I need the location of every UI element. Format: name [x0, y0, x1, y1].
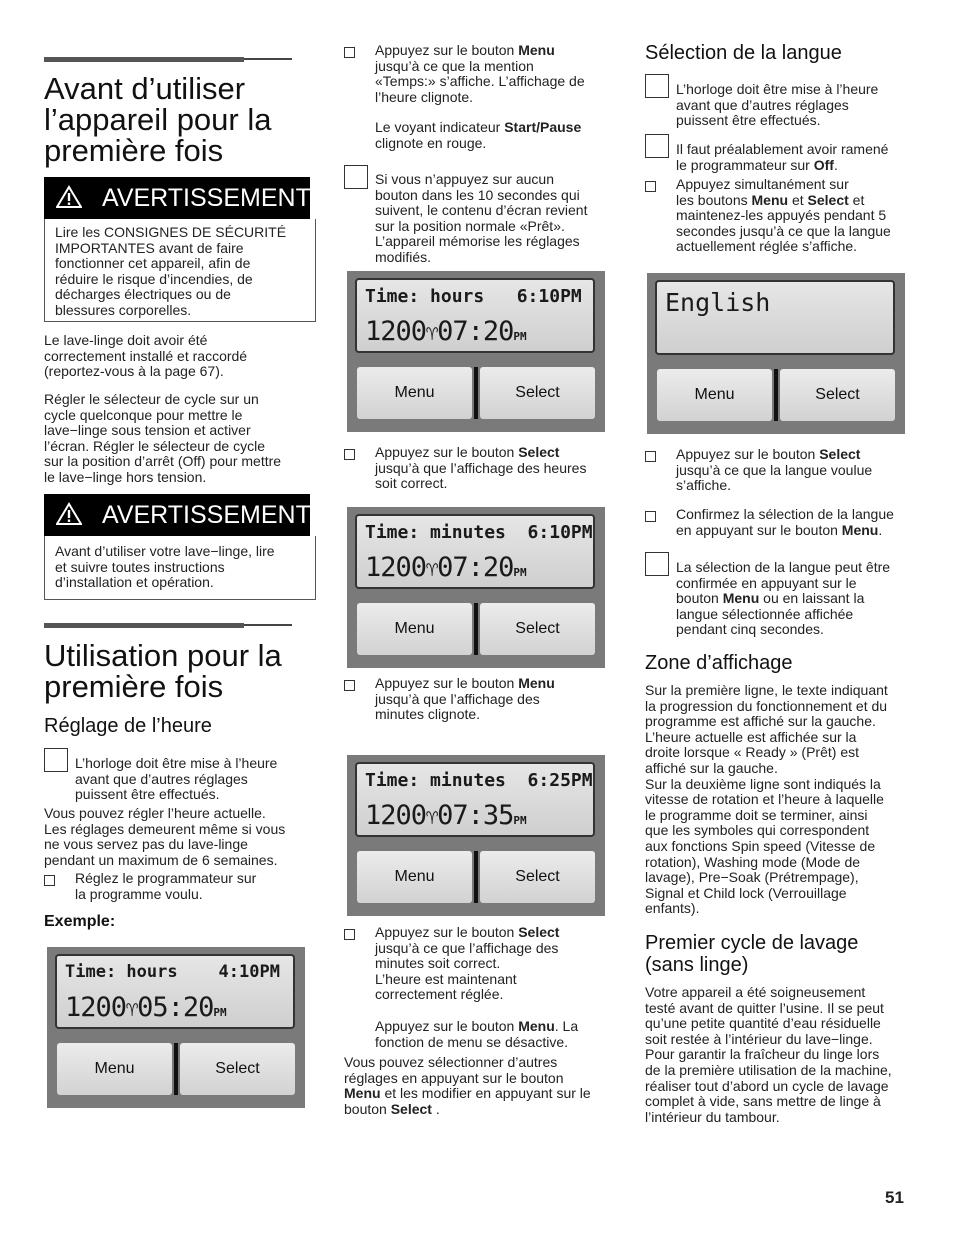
- checkbox-bullet-icon: [645, 511, 656, 522]
- lcd-line-1: Time: hours 4:10PM: [65, 962, 280, 982]
- warning-header: [44, 177, 310, 219]
- note-off: [676, 142, 888, 173]
- text-line: maintenez‑les appuyés pendant 5: [676, 207, 887, 224]
- warning-text: IMPORTANTES avant de faire: [55, 239, 244, 256]
- text-run: bouton: [676, 590, 723, 607]
- text-line: (reportez‑vous à la page 67).: [44, 363, 224, 380]
- menu-button[interactable]: Menu: [357, 603, 472, 655]
- text-line: testé avant de quitter l’usine. Il se peut: [645, 999, 884, 1016]
- button-separator: [474, 851, 478, 903]
- lcd-screen: [655, 280, 895, 355]
- lcd-speed: 1200: [365, 552, 427, 583]
- text-line: L’horloge doit être mise à l’heure: [676, 81, 879, 97]
- text-line: L’heure actuelle est affichée sur la: [645, 728, 857, 745]
- checkbox-bullet-icon: [344, 929, 355, 940]
- warning-box-2: [44, 536, 316, 600]
- text-line: Sur la deuxième ligne sont indiqués la: [645, 775, 881, 792]
- checkbox-bullet-icon: [344, 680, 355, 691]
- text-line: Votre appareil a été soigneusement: [645, 984, 866, 1000]
- note-timeout: [375, 172, 587, 266]
- title-utilisation: [44, 640, 282, 702]
- lcd-speed: 1200: [365, 316, 427, 347]
- warning-icon: [56, 185, 82, 209]
- text-line: modifiés.: [375, 248, 432, 265]
- text-line: avant que d’autres réglages: [676, 96, 849, 113]
- lcd-screen: [355, 278, 595, 353]
- button-separator: [474, 367, 478, 419]
- text-line: ne vous servez pas du lave‑linge: [44, 836, 248, 853]
- text-line: enfants).: [645, 900, 700, 917]
- text-line: [344, 1086, 591, 1102]
- warning-text: décharges électriques ou de: [55, 286, 231, 303]
- lcd-speed: 1200: [65, 992, 127, 1023]
- text-line: [375, 120, 581, 136]
- title-line: première fois: [44, 133, 224, 168]
- example-label: Exemple:: [44, 913, 116, 930]
- text-line: l’intérieur du tambour.: [645, 1108, 780, 1125]
- select-button[interactable]: Select: [480, 603, 595, 655]
- text-run: et: [788, 191, 808, 208]
- warning-text: fonctionner cet appareil, afin de: [55, 255, 251, 272]
- warning-text: d’installation et opération.: [55, 574, 214, 591]
- text-run: et les modifier en appuyant sur le: [380, 1085, 591, 1102]
- text-run-bold: Off: [813, 156, 834, 173]
- section-rule-thick: [44, 57, 244, 62]
- button-separator: [774, 369, 778, 421]
- text-line: La sélection de la langue peut être: [676, 559, 891, 575]
- paragraph-regler: [44, 806, 285, 868]
- text-run: Le voyant indicateur: [375, 119, 505, 135]
- text-line: que les symboles qui correspondent: [645, 822, 870, 839]
- note-icon: [44, 748, 68, 772]
- title-line: première fois: [44, 669, 224, 704]
- lcd-time: 07:20: [437, 316, 514, 347]
- checkbox-bullet-icon: [645, 181, 656, 192]
- warning-box: [44, 219, 316, 322]
- indicator-text: [375, 120, 581, 151]
- display-panel-hours: [347, 271, 605, 432]
- text-line: l’heure clignote.: [375, 88, 474, 105]
- text-line: le programme doit se terminer, ainsi: [645, 806, 868, 823]
- warning-label: AVERTISSEMENT: [102, 501, 311, 529]
- text-line: jusqu’à ce que la mention: [375, 57, 534, 74]
- select-button[interactable]: Select: [180, 1043, 295, 1095]
- text-line: Réglez le programmateur sur: [75, 870, 257, 886]
- lcd-pm: PM: [213, 1006, 227, 1019]
- text-line: Il faut préalablement avoir ramené: [676, 141, 889, 157]
- text-line: [676, 158, 888, 174]
- display-panel-minutes: [347, 507, 605, 668]
- text-line: jusqu’à que l’affichage des: [375, 690, 540, 707]
- text-line: puissent être effectués.: [676, 112, 821, 129]
- text-line: bouton dans les 10 secondes qui: [375, 186, 580, 203]
- lcd-line-2: [365, 552, 527, 583]
- text-line: [676, 591, 890, 607]
- text-line: cycle quelconque pour mettre le: [44, 406, 243, 423]
- text-line: Vous pouvez régler l’heure actuelle.: [44, 805, 266, 821]
- lcd-pm: PM: [513, 330, 527, 343]
- text-run: bouton: [344, 1100, 391, 1117]
- text-line: confirmée en appuyant sur le: [676, 574, 857, 591]
- text-line: Vous pouvez sélectionner d’autres: [344, 1054, 558, 1070]
- text-run: Appuyez sur le bouton: [375, 444, 519, 460]
- text-line: Régler le sélecteur de cycle sur un: [44, 391, 259, 407]
- text-line: la progression du fonctionnement et du: [645, 697, 888, 714]
- text-line: suivent, le contenu d’écran revient: [375, 202, 588, 219]
- text-line: Signal et Child lock (Verrouillage: [645, 884, 847, 901]
- lcd-line-1: English: [665, 288, 771, 317]
- spiral-icon: ♈: [426, 805, 438, 829]
- text-line: langue sélectionnée affichée: [676, 605, 854, 622]
- text-run-bold: Select: [819, 446, 861, 462]
- text-run-bold: Select: [518, 924, 560, 940]
- bullet-confirm-language: [676, 507, 894, 538]
- text-line: fonction de menu se désactive.: [375, 1033, 569, 1050]
- display-panel-minutes-set: [347, 755, 605, 916]
- text-line: [676, 193, 891, 209]
- select-button[interactable]: Select: [480, 367, 595, 419]
- lcd-time: 07:35: [437, 800, 514, 831]
- text-line: lave−linge sous tension et activer: [44, 422, 251, 439]
- text-line: droite lorsque « Ready » (Prêt) est: [645, 744, 859, 761]
- text-run: et: [848, 191, 865, 208]
- text-line: réglages en appuyant sur le bouton: [344, 1069, 564, 1086]
- display-panel-language: [647, 273, 905, 434]
- text-line: qu’une petite quantité d’eau résiduelle: [645, 1015, 881, 1032]
- lcd-line-1: Time: minutes 6:25PM: [365, 770, 593, 791]
- warning-icon: [56, 502, 82, 526]
- note-confirm: [676, 560, 890, 638]
- button-separator: [474, 603, 478, 655]
- note-clock: [75, 756, 277, 803]
- lcd-line-1: Time: minutes 6:10PM: [365, 522, 593, 543]
- text-line: L’heure est maintenant: [375, 970, 517, 987]
- checkbox-bullet-icon: [645, 451, 656, 462]
- text-line: [375, 1019, 578, 1035]
- warning-label: AVERTISSEMENT: [102, 184, 311, 212]
- bullet-select-minutes: [375, 925, 559, 1003]
- lcd-screen: [355, 762, 595, 837]
- warning-text: réduire le risque d’incendies, de: [55, 270, 253, 287]
- warning-text: Avant d’utiliser votre lave−linge, lire: [55, 543, 275, 559]
- subtitle-reglage-heure: Réglage de l’heure: [44, 715, 212, 737]
- lcd-line-1: Time: hours 6:10PM: [365, 286, 582, 307]
- text-line: actuellement réglée s’affiche.: [676, 238, 858, 255]
- text-line: minutes clignote.: [375, 706, 481, 723]
- text-line: correctement installé et raccordé: [44, 347, 248, 364]
- menu-button[interactable]: Menu: [57, 1043, 172, 1095]
- note-icon: [645, 552, 669, 576]
- text-line: Sur la première ligne, le texte indiquant: [645, 682, 888, 698]
- text-line: Si vous n’appuyez sur aucun: [375, 171, 554, 187]
- text-run: les boutons: [676, 191, 752, 208]
- note-icon: [344, 165, 368, 189]
- menu-button[interactable]: Menu: [357, 367, 472, 419]
- text-run-bold: Menu: [841, 521, 879, 538]
- text-run: Appuyez sur le bouton: [375, 42, 519, 58]
- section-rule: [244, 624, 292, 626]
- text-run: .: [833, 156, 838, 173]
- text-line: minutes soit correct.: [375, 955, 501, 972]
- lcd-time: 07:20: [437, 552, 514, 583]
- text-run: .: [878, 521, 883, 538]
- text-line: pendant un maximum de 6 semaines.: [44, 851, 278, 868]
- text-line: L’appareil mémorise les réglages: [375, 233, 580, 250]
- lcd-screen: [355, 514, 595, 589]
- text-line: soit correct.: [375, 475, 448, 492]
- text-run-bold: Menu: [518, 675, 555, 691]
- text-line: réaliser tout d’abord un cycle de lavage: [645, 1077, 889, 1094]
- section-rule-thick: [44, 623, 244, 628]
- text-run-bold: Menu: [722, 590, 760, 607]
- text-line: vitesse de rotation et l’heure à laquelle: [645, 791, 884, 808]
- menu-button[interactable]: Menu: [657, 369, 772, 421]
- text-line: affiché sur la gauche.: [645, 759, 778, 776]
- lcd-pm: PM: [513, 814, 527, 827]
- text-line: [375, 925, 559, 941]
- text-line: puissent être effectués.: [75, 786, 220, 803]
- text-line: rotation), Washing mode (Mode de: [645, 853, 861, 870]
- bullet-select-hours: [375, 445, 586, 492]
- text-line: Confirmez la sélection de la langue: [676, 506, 894, 522]
- text-line: avant que d’autres réglages: [75, 770, 248, 787]
- title-line: (sans linge): [645, 954, 749, 976]
- text-line: la programme voulu.: [75, 885, 203, 902]
- note-icon: [645, 134, 669, 158]
- checkbox-bullet-icon: [44, 875, 55, 886]
- text-line: soit restée à l’intérieur du lave−linge.: [645, 1030, 873, 1047]
- text-line: complet à vide, sans mettre de linge à: [645, 1093, 881, 1110]
- select-button[interactable]: Select: [780, 369, 895, 421]
- text-line: [375, 445, 586, 461]
- text-run: ou en laissant la: [759, 590, 865, 607]
- warning-header-2: [44, 494, 310, 536]
- text-line: le lave−linge hors tension.: [44, 468, 207, 485]
- text-line: [375, 676, 555, 692]
- text-line: [676, 523, 894, 539]
- bullet-select-language: [676, 447, 872, 494]
- title-line: l’appareil pour la: [44, 102, 272, 137]
- paragraph-zone: [645, 683, 888, 917]
- title-line: Avant d’utiliser: [44, 71, 246, 106]
- bullet-menu-temps: [375, 43, 585, 105]
- title-avant: [44, 73, 271, 166]
- spiral-icon: ♈: [126, 997, 138, 1021]
- text-run-bold: Menu: [518, 42, 555, 58]
- note-icon: [645, 74, 669, 98]
- warning-text: et suivre toutes instructions: [55, 558, 225, 575]
- text-run-bold: Select: [390, 1100, 432, 1117]
- text-run-bold: Start/Pause: [504, 119, 582, 135]
- bullet-programmateur: [75, 871, 256, 902]
- text-line: [344, 1102, 591, 1118]
- bullet-simultaneous: [676, 177, 891, 255]
- menu-deactivate-text: [375, 1019, 578, 1050]
- paragraph-installation: [44, 333, 247, 380]
- lcd-line-2: [65, 992, 227, 1023]
- text-line: clignote en rouge.: [375, 134, 487, 151]
- title-line: Premier cycle de lavage: [645, 932, 859, 954]
- text-run: Appuyez sur le bouton: [676, 446, 820, 462]
- text-line: sur la position d’arrêt (Off) pour mettre: [44, 453, 282, 470]
- text-run-bold: Select: [518, 444, 560, 460]
- menu-button[interactable]: Menu: [357, 851, 472, 903]
- bullet-menu-minutes: [375, 676, 555, 723]
- lcd-pm: PM: [513, 566, 527, 579]
- text-line: programme est affiché sur la gauche.: [645, 713, 876, 730]
- text-line: pendant cinq secondes.: [676, 621, 824, 638]
- text-line: L’horloge doit être mise à l’heure: [75, 755, 278, 771]
- text-line: de la première utilisation de la machine,: [645, 1061, 892, 1078]
- text-run: le programmateur sur: [676, 156, 814, 173]
- text-line: correctement réglée.: [375, 986, 504, 1003]
- text-run-bold: Menu: [344, 1085, 381, 1102]
- title-line: Utilisation pour la: [44, 638, 282, 673]
- lcd-screen: [55, 954, 295, 1029]
- text-line: Le lave‑linge doit avoir été: [44, 332, 208, 348]
- page-number: 51: [885, 1188, 904, 1207]
- select-button[interactable]: Select: [480, 851, 595, 903]
- text-line: Pour garantir la fraîcheur du linge lors: [645, 1046, 880, 1063]
- warning-text: blessures corporelles.: [55, 301, 192, 318]
- text-run-bold: Menu: [751, 191, 789, 208]
- text-line: Les réglages demeurent même si vous: [44, 820, 286, 837]
- text-line: «Temps:» s’affiche. L’affichage de: [375, 73, 585, 90]
- text-line: [375, 43, 585, 59]
- text-line: jusqu’à ce que la langue voulue: [676, 461, 873, 478]
- text-run: Appuyez sur le bouton: [375, 924, 519, 940]
- lcd-line-2: [365, 800, 527, 831]
- text-run: Appuyez sur le bouton: [375, 1018, 519, 1034]
- lcd-line-2: [365, 316, 527, 347]
- text-run-bold: Select: [807, 191, 849, 208]
- heading-premier-cycle: [645, 932, 858, 976]
- text-run-bold: Menu: [518, 1018, 555, 1034]
- spiral-icon: ♈: [426, 321, 438, 345]
- display-panel-example: [47, 947, 305, 1108]
- lcd-time: 05:20: [137, 992, 214, 1023]
- button-separator: [174, 1043, 178, 1095]
- text-run: .: [431, 1100, 440, 1117]
- paragraph-cycle: [645, 985, 892, 1125]
- text-line: secondes jusqu’à ce que la langue: [676, 222, 891, 239]
- text-line: Appuyez simultanément sur: [676, 176, 849, 192]
- paragraph-selector: [44, 392, 281, 486]
- text-run: Appuyez sur le bouton: [375, 675, 519, 691]
- text-line: jusqu’à ce que l’affichage des: [375, 939, 559, 956]
- checkbox-bullet-icon: [344, 47, 355, 58]
- text-line: sur la position normale «Prêt».: [375, 217, 565, 234]
- text-line: l’écran. Régler le sélecteur de cycle: [44, 437, 265, 454]
- spiral-icon: ♈: [426, 557, 438, 581]
- paragraph-other-settings: [344, 1055, 591, 1117]
- section-rule: [244, 58, 292, 60]
- text-line: jusqu’à que l’affichage des heures: [375, 459, 587, 476]
- warning-text: Lire les CONSIGNES DE SÉCURITÉ: [55, 224, 287, 240]
- text-line: aux fonctions Spin speed (Vitesse de: [645, 837, 876, 854]
- text-run: en appuyant sur le bouton: [676, 521, 842, 538]
- heading-zone-affichage: Zone d’affichage: [645, 652, 793, 674]
- text-line: lavage), Pre−Soak (Prétrempage),: [645, 869, 859, 886]
- text-line: s’affiche.: [676, 477, 731, 494]
- note-clock-lang: [676, 82, 878, 129]
- text-line: [676, 447, 872, 463]
- checkbox-bullet-icon: [344, 449, 355, 460]
- lcd-speed: 1200: [365, 800, 427, 831]
- heading-selection-langue: Sélection de la langue: [645, 42, 842, 64]
- text-run: . La: [554, 1018, 579, 1034]
